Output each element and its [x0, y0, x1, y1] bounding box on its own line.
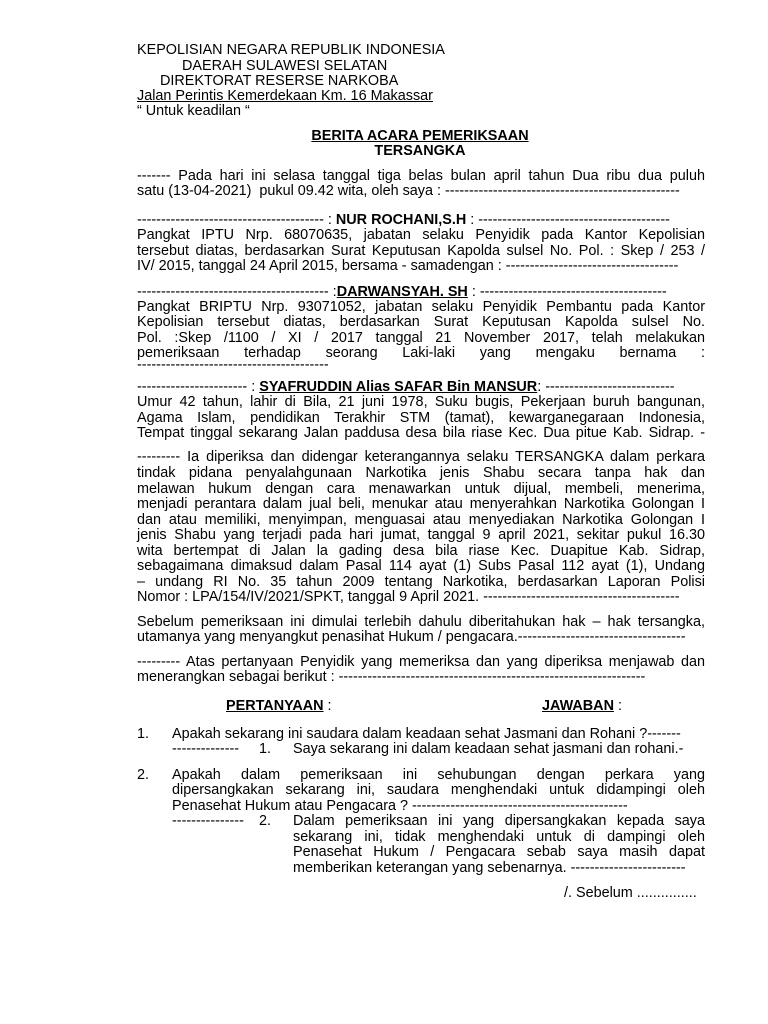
question-2-line-1: Apakah dalam pemeriksaan ini sehubungan dengan perkara yang — [172, 767, 705, 783]
investigator2-name: DARWANSYAH. SH — [336, 284, 468, 300]
opening-line-1: ------- Pada hari ini selasa tanggal tiga belas bulan april tahun Dua ribu dua puluh — [137, 168, 705, 184]
answer-2-line-3: Penasehat Hukum / Pengacara sebab saya masih dapat — [293, 844, 705, 860]
suspect-detail-2: Agama Islam, pendidikan Terakhir STM (tamat), kewarganegaraan Indonesia, — [137, 410, 705, 426]
question-2-number: 2. — [137, 767, 150, 783]
header-directorate: DIREKTORAT RESERSE NARKOBA — [160, 73, 399, 89]
answer-2-line-1: Dalam pemeriksaan ini yang dipersangkakan kepada saya — [293, 813, 705, 829]
rights-line-2: utamanya yang menyangkut penasihat Hukum / pengacara.----------------------------------- — [137, 629, 686, 645]
charge-line-10: Nomor : LPA/154/IV/2021/SPKT, tanggal 9 April 2021. ----------------------------------------- — [137, 589, 680, 605]
investigator2-line — [137, 284, 667, 300]
investigator2-detail-4: pemeriksaan terhadap seorang Laki-laki yang mengaku bernama : — [137, 345, 705, 361]
answer-heading — [542, 698, 622, 714]
answer-1-dash: -------------- — [172, 741, 240, 757]
question-1-number: 1. — [137, 726, 150, 742]
answer-2-number: 2. — [259, 813, 272, 829]
charge-line-4: menjadi perantara dalam jual beli, menukar atau menyerahkan Narkotika Golongan I — [137, 496, 705, 512]
intro-line-1: --------- Atas pertanyaan Penyidik yang memeriksa dan yang diperiksa menjawab dan — [137, 654, 705, 670]
charge-line-2: tindak pidana penyalahgunaan Narkotika jenis Shabu secara tanpa hak dan — [137, 465, 705, 481]
investigator1-detail-3: IV/ 2015, tanggal 24 April 2015, bersama - samadengan : ------------------------------------ — [137, 258, 679, 274]
charge-line-6: jenis Shabu yang terjadi pada hari jumat, tanggal 9 april 2021, sekitar pukul 16.30 — [137, 527, 705, 543]
charge-line-3: melawan hukum dengan cara menawarkan untuk dijual, membeli, menerima, — [137, 481, 705, 497]
charge-line-1: --------- Ia diperiksa dan didengar keterangannya selaku TERSANGKA dalam perkara — [137, 449, 705, 465]
answer-1-number: 1. — [259, 741, 272, 757]
investigator2-detail-3: Pol. :Skep /1100 / XI / 2017 tanggal 21 November 2017, telah melakukan — [137, 330, 705, 346]
answer-1-text: Saya sekarang ini dalam keadaan sehat jasmani dan rohani.- — [293, 741, 684, 757]
investigator1-detail-1: Pangkat IPTU Nrp. 68070635, jabatan selaku Penyidik pada Kantor Kepolisian — [137, 227, 705, 243]
investigator1-prefix: --------------------------------------- : — [137, 212, 336, 228]
rights-line-1: Sebelum pemeriksaan ini dimulai terlebih dahulu diberitahukan hak – hak tersangka, — [137, 614, 705, 630]
answer-heading-label: JAWABAN — [542, 698, 614, 714]
investigator2-prefix: ---------------------------------------- : — [137, 284, 337, 300]
header-address: Jalan Perintis Kemerdekaan Km. 16 Makassar — [137, 88, 433, 104]
investigator2-detail-1: Pangkat BRIPTU Nrp. 93071052, jabatan selaku Penyidik Pembantu pada Kantor — [137, 299, 705, 315]
charge-line-8: sebagaimana dimaksud dalam Pasal 114 ayat (1) Subs Pasal 112 ayat (1), Undang — [137, 558, 705, 574]
continuation-note: /. Sebelum ............... — [564, 885, 697, 901]
question-heading — [226, 698, 336, 714]
investigator2-suffix: : --------------------------------------- — [467, 284, 667, 300]
document-title: BERITA ACARA PEMERIKSAAN — [311, 128, 529, 144]
investigator1-line — [137, 212, 670, 228]
suspect-detail-3: Tempat tinggal sekarang Jalan paddusa desa bila riase Kec. Dua pitue Kab. Sidrap. - — [137, 425, 705, 441]
intro-line-2: menerangkan sebagai berikut : ---------------------------------------------------------------- — [137, 669, 646, 685]
answer-2-line-4: memberikan keterangan yang sebenarnya. ------------------------ — [293, 860, 686, 876]
answer-2-line-2: sekarang ini, tidak menghendaki untuk di dampingi oleh — [293, 829, 705, 845]
investigator1-name: NUR ROCHANI,S.H — [335, 212, 467, 228]
question-heading-sep: : — [323, 698, 336, 714]
suspect-detail-1: Umur 42 tahun, lahir di Bila, 21 juni 1978, Suku bugis, Pekerjaan buruh bangunan, — [137, 394, 705, 410]
charge-line-9: – undang RI No. 35 tahun 2009 tentang Narkotika, berdasarkan Laporan Polisi — [137, 574, 705, 590]
suspect-name: SYAFRUDDIN Alias SAFAR Bin MANSUR — [259, 379, 538, 395]
investigator2-detail-2: Kepolisian tersebut diatas, berdasarkan Surat Keputusan Kapolda sulsel No. — [137, 314, 705, 330]
header-motto: “ Untuk keadilan “ — [137, 103, 250, 119]
question-2-line-2: dipersangkakan sekarang ini, saudara menghendaki untuk didampingi oleh — [172, 782, 705, 798]
document-subtitle: TERSANGKA — [374, 143, 466, 159]
investigator2-trailing: ---------------------------------------- — [137, 357, 329, 373]
answer-heading-sep: : — [613, 698, 622, 714]
answer-2-dash: --------------- — [172, 813, 244, 829]
charge-line-5: dan atau memiliki, menyimpan, menguasai atau menyediakan Narkotika Golongan I — [137, 512, 705, 528]
investigator1-detail-2: tersebut diatas, berdasarkan Surat Keputusan Kapolda sulsel No. Pol. : Skep / 253 / — [137, 243, 705, 259]
header-region: DAERAH SULAWESI SELATAN — [182, 58, 388, 74]
investigator1-suffix: : ---------------------------------------- — [466, 212, 670, 228]
suspect-prefix: ----------------------- : — [137, 379, 260, 395]
suspect-line — [137, 379, 675, 395]
question-heading-label: PERTANYAAN — [226, 698, 324, 714]
header-institution: KEPOLISIAN NEGARA REPUBLIK INDONESIA — [137, 42, 445, 58]
question-1-text: Apakah sekarang ini saudara dalam keadaan sehat Jasmani dan Rohani ?------- — [172, 726, 681, 742]
question-2-line-3: Penasehat Hukum atau Pengacara ? --------------------------------------------- — [172, 798, 628, 814]
charge-line-7: wita bertempat di Jalan la gading desa bila riase Kec. Duapitue Kab. Sidrap, — [137, 543, 705, 559]
opening-line-2: satu (13-04-2021) pukul 09.42 wita, oleh saya : ------------------------------------------------- — [137, 183, 680, 199]
suspect-suffix: : --------------------------- — [537, 379, 675, 395]
